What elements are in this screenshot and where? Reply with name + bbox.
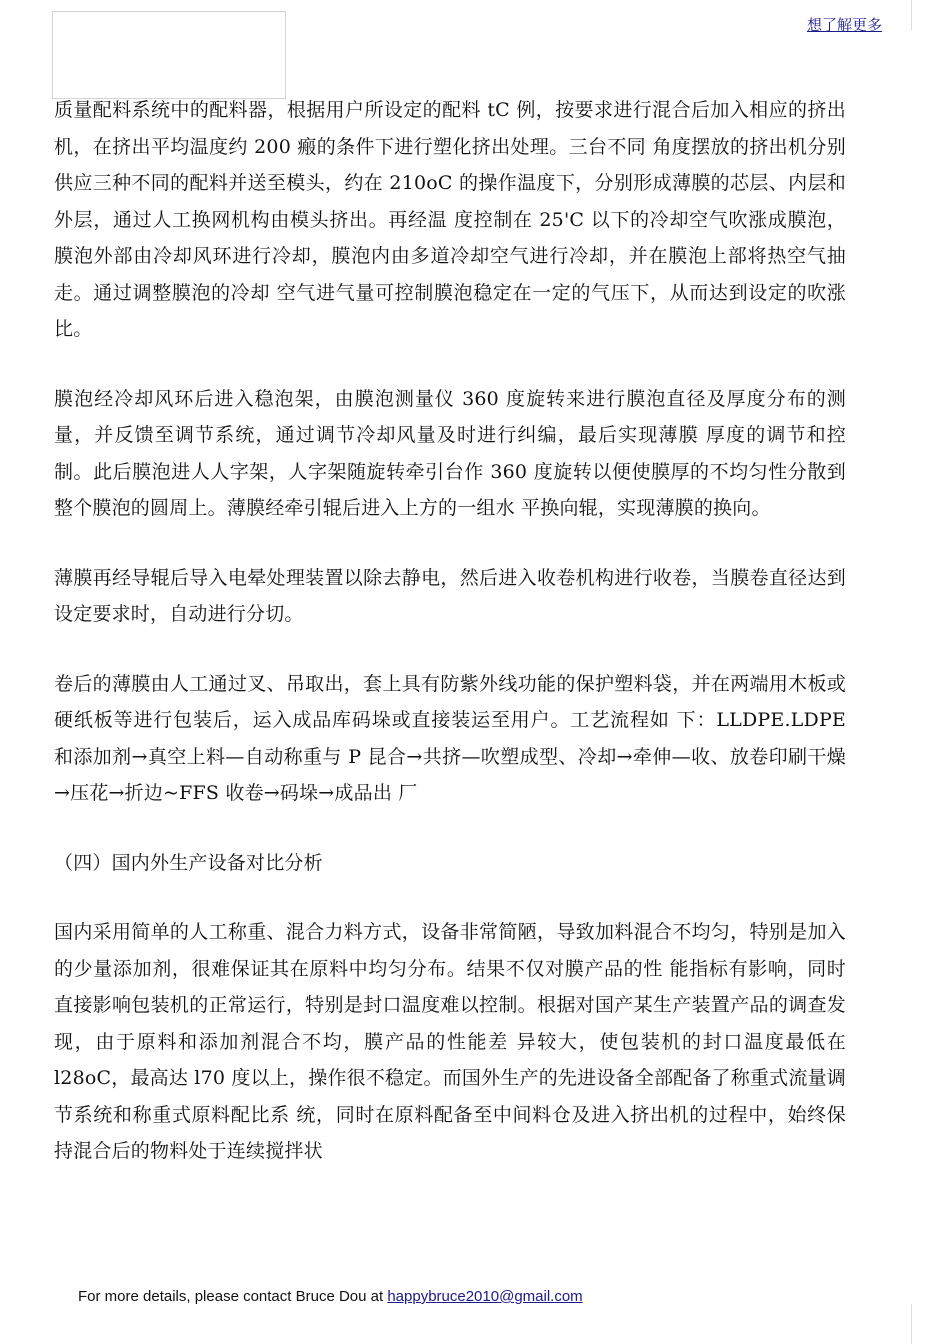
footer-text: For more details, please contact Bruce Dou at [78, 1288, 388, 1305]
corner-frame [52, 11, 286, 99]
paragraph-corona-winding: 薄膜再经导辊后导入电晕处理装置以除去静电，然后进入收卷机构进行收卷，当膜卷直径达到设定要求时，自动进行分切。 [54, 566, 846, 625]
learn-more-link[interactable]: 想了解更多 [806, 16, 882, 34]
page-edge-line-top [911, 0, 912, 30]
paragraph-equipment-comparison: 国内采用简单的人工称重、混合力料方式，设备非常简陋，导致加料混合不均匀，特别是加入的少量添加剂，很难保证其在原料中均匀分布。结果不仅对膜产品的性 能指标有影响，同时直接影响包装机的正常运行，特别是封口温度难以控制。根据对国产某生产装置产品的调查发现，由于原料和添加剂混合不均，膜产品的性能差 异较大，使包装机的封口温度最低在 l28oC，最高达 l70 度以上，操作很不稳定。而国外生产的先进设备全部配备了称重式流量调节系统和称重式原料配比系 统，同时在原料配备至中间料仓及进入挤出机的过程中，始终保持混合后的物料处于连续搅拌状 [54, 921, 846, 1162]
section-heading: （四）国内外生产设备对比分析 [54, 851, 323, 874]
contact-email-link[interactable]: happybruce2010@gmail.com [387, 1288, 583, 1305]
page-edge-line-bottom [911, 1304, 912, 1344]
document-body [54, 92, 846, 1203]
footer-contact [78, 1288, 583, 1305]
paragraph-bubble-stabilization: 膜泡经冷却风环后进入稳泡架，由膜泡测量仪 360 度旋转来进行膜泡直径及厚度分布的测量，并反馈至调节系统，通过调节冷却风量及时进行纠编，最后实现薄膜 厚度的调节和控制。此后膜泡进人人字架，人字架随旋转牵引台作 360 度旋转以便使膜厚的不均匀性分散到整个膜泡的圆周上。薄膜经牵引辊后进入上方的一组水 平换向辊，实现薄膜的换向。 [54, 387, 846, 519]
paragraph-compounding-extrusion: 质量配料系统中的配料器，根据用户所设定的配料 tC 例，按要求进行混合后加入相应的挤出机，在挤出平均温度约 200 瘢的条件下进行塑化挤出处理。三台不同 角度摆放的挤出机分别供应三种不同的配料并送至模头，约在 210oC 的操作温度下，分别形成薄膜的芯层、内层和外层，通过人工换网机构由模头挤出。再经温 度控制在 25'C 以下的冷却空气吹涨成膜泡，膜泡外部由冷却风环进行冷却，膜泡内由多道冷却空气进行冷却，并在膜泡上部将热空气抽走。通过调整膜泡的冷却 空气进气量可控制膜泡稳定在一定的气压下，从而达到设定的吹涨比。 [54, 99, 846, 340]
paragraph-packaging-process-flow: 卷后的薄膜由人工通过叉、吊取出，套上具有防紫外线功能的保护塑料袋，并在两端用木板或硬纸板等进行包装后，运入成品库码垛或直接装运至用户。工艺流程如 下：LLDPE.LDPE 和添加剂→真空上料—自动称重与 P 昆合→共挤—吹塑成型、冷却→牵伸—收、放卷印刷干燥→压花→折边~FFS 收卷→码垛→成品出 厂 [54, 672, 846, 804]
